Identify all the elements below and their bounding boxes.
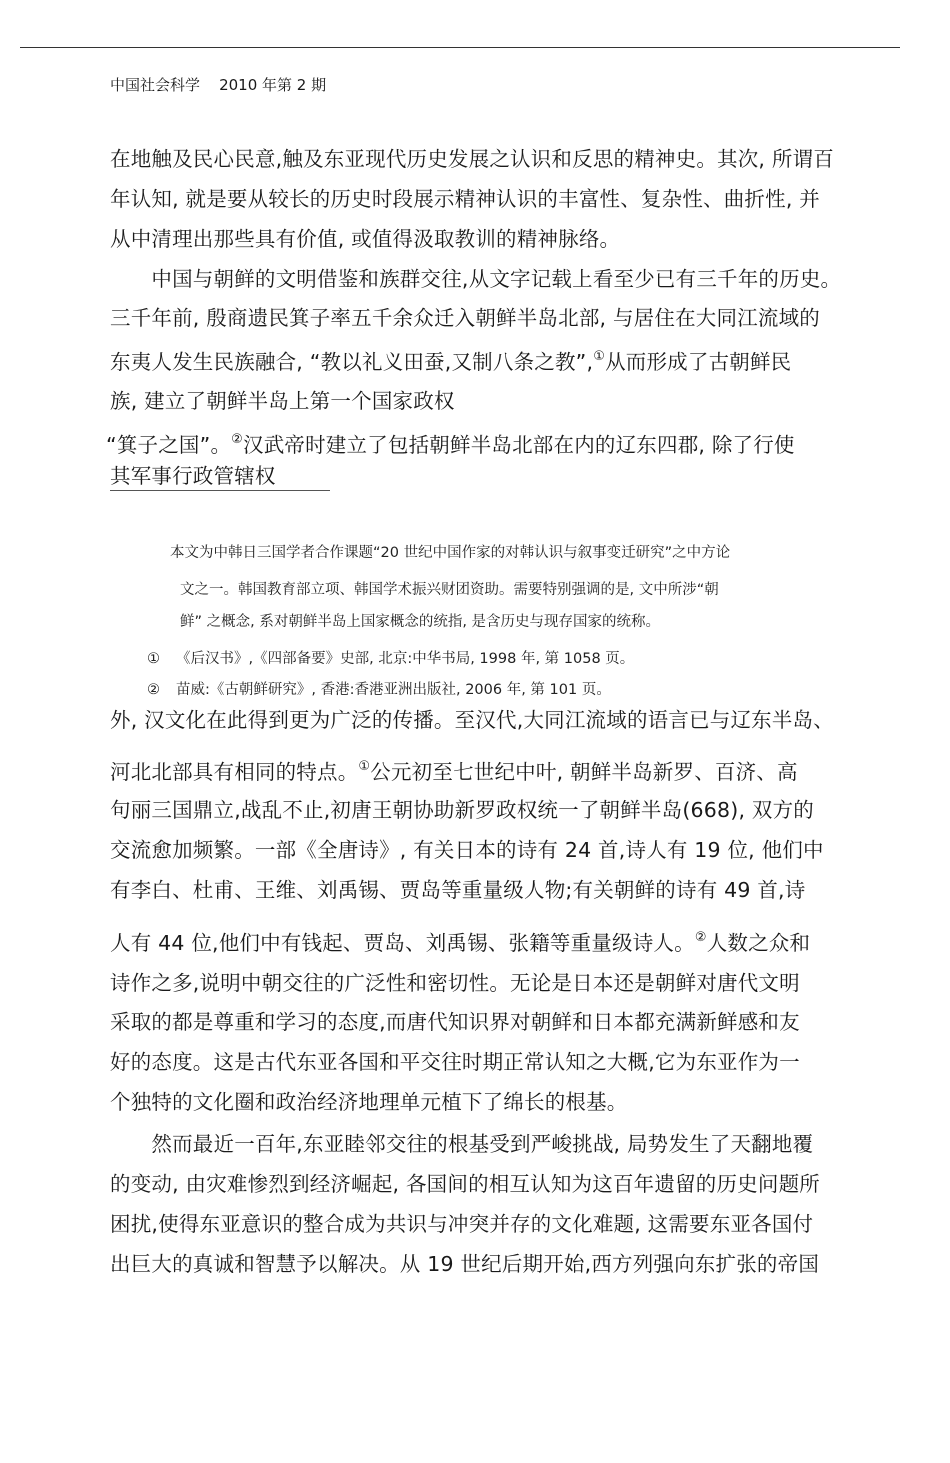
footnote-ref: ② [231, 432, 243, 447]
text-segment: 外, 汉文化在此得到更为广泛的传播。至汉代,大同江流域的语言已与辽东半岛、 [110, 708, 834, 732]
footnote-ref: ② [694, 930, 707, 945]
text-line [110, 1131, 813, 1157]
header-rule [20, 47, 900, 48]
running-header [110, 74, 326, 95]
text-line [110, 1171, 820, 1197]
text-line [110, 349, 791, 375]
text-line [110, 707, 834, 733]
text-line [110, 1089, 628, 1115]
text-segment: 河北北部具有相同的特点。 [110, 760, 359, 784]
text-line [110, 837, 824, 863]
text-line [110, 266, 841, 292]
text-segment: 汉武帝时建立了包括朝鲜半岛北部在内的辽东四郡, 除了行使 [243, 433, 795, 457]
text-line [110, 759, 798, 785]
text-segment: 年认知, 就是要从较长的历史时段展示精神认识的丰富性、复杂性、曲折性, 并 [110, 187, 820, 211]
text-segment: 的变动, 由灾难惨烈到经济崛起, 各国间的相互认知为这百年遗留的历史问题所 [110, 1172, 820, 1196]
footnote-ref: ① [593, 349, 606, 364]
text-line [110, 305, 820, 331]
text-line [110, 1009, 800, 1035]
text-segment: 个独特的文化圈和政治经济地理单元植下了绵长的根基。 [110, 1090, 628, 1114]
text-line [110, 388, 455, 414]
footnote-ref: ① [358, 759, 371, 774]
journal-name: 中国社会科学 [110, 76, 201, 94]
text-segment: 困扰,使得东亚意识的整合成为共识与冲突并存的文化难题, 这需要东亚各国付 [110, 1212, 814, 1236]
footnote-text: 苗威:《古朝鲜研究》, 香港:香港亚洲出版社, 2006 年, 第 101 页。 [176, 682, 611, 698]
text-segment: 三千年前, 殷商遗民箕子率五千余众迁入朝鲜半岛北部, 与居住在大同江流域的 [110, 306, 820, 330]
text-line [106, 432, 795, 458]
text-segment: 句丽三国鼎立,战乱不止,初唐王朝协助新罗政权统一了朝鲜半岛(668), 双方的 [110, 798, 814, 822]
footnote-separator [110, 490, 330, 491]
text-line [110, 463, 276, 489]
text-line [110, 1049, 800, 1075]
text-segment: 有李白、杜甫、王维、刘禹锡、贾岛等重量级人物;有关朝鲜的诗有 49 首,诗 [110, 878, 806, 902]
text-line [110, 1211, 813, 1237]
text-line [110, 877, 805, 903]
text-segment: 人数之众和 [706, 931, 811, 955]
footnote-note-line: 本文为中韩日三国学者合作课题“20 世纪中国作家的对韩认识与叙事变迁研究”之中方论 [170, 545, 731, 561]
text-line [110, 1251, 819, 1277]
text-line [110, 930, 810, 956]
text-segment: 其军事行政管辖权 [110, 464, 276, 488]
text-segment: 人有 44 位,他们中有钱起、贾岛、刘禹锡、张籍等重量级诗人。 [110, 931, 695, 955]
text-line [110, 146, 834, 172]
text-segment: 中国与朝鲜的文明借鉴和族群交往,从文字记载上看至少已有三千年的历史。 [110, 267, 842, 291]
text-line [110, 797, 814, 823]
text-line [110, 186, 820, 212]
text-line [110, 970, 800, 996]
footnote-mark: ① [147, 651, 160, 667]
text-segment: 诗作之多,说明中朝交往的广泛性和密切性。无论是日本还是朝鲜对唐代文明 [110, 971, 800, 995]
text-line [110, 226, 620, 252]
text-segment: 在地触及民心民意,触及东亚现代历史发展之认识和反思的精神史。其次, 所谓百 [110, 147, 834, 171]
text-segment: 从而形成了古朝鲜民 [605, 350, 792, 374]
text-segment: 好的态度。这是古代东亚各国和平交往时期正常认知之大概,它为东亚作为一 [110, 1050, 800, 1074]
text-segment: 东夷人发生民族融合, “教以礼义田蚕,又制八条之教”, [110, 350, 594, 374]
text-segment: 从中清理出那些具有价值, 或值得汲取教训的精神脉络。 [110, 227, 621, 251]
text-segment: 采取的都是尊重和学习的态度,而唐代知识界对朝鲜和日本都充满新鲜感和友 [110, 1010, 800, 1034]
footnote-note-line: 鲜” 之概念, 系对朝鲜半岛上国家概念的统指, 是含历史与现存国家的统称。 [180, 614, 661, 630]
text-segment: 然而最近一百年,东亚睦邻交往的根基受到严峻挑战, 局势发生了天翻地覆 [110, 1132, 814, 1156]
footnote-note-line: 文之一。韩国教育部立项、韩国学术振兴财团资助。需要特别强调的是, 文中所涉“朝 [180, 582, 719, 598]
footnote-mark: ② [147, 682, 160, 698]
text-segment: 出巨大的真诚和智慧予以解决。从 19 世纪后期开始,西方列强向东扩张的帝国 [110, 1252, 820, 1276]
footnote-text: 《后汉书》,《四部备要》史部, 北京:中华书局, 1998 年, 第 1058 页。 [176, 651, 635, 667]
text-segment: “箕子之国”。 [106, 433, 232, 457]
issue-label: 2010 年第 2 期 [219, 76, 327, 94]
text-segment: 族, 建立了朝鲜半岛上第一个国家政权 [110, 389, 455, 413]
text-segment: 公元初至七世纪中叶, 朝鲜半岛新罗、百济、高 [370, 760, 798, 784]
text-segment: 交流愈加频繁。一部《全唐诗》, 有关日本的诗有 24 首,诗人有 19 位, 他们中 [110, 838, 824, 862]
